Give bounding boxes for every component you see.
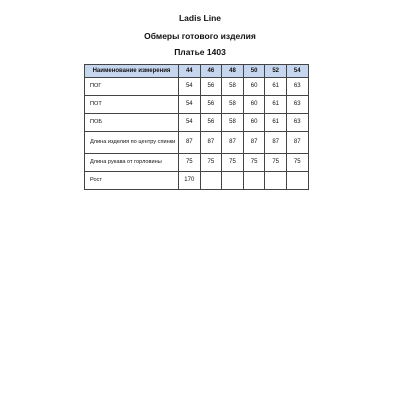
row-label: ПОБ	[85, 114, 179, 132]
table-cell: 75	[200, 154, 222, 172]
table-cell: 58	[222, 78, 244, 96]
table-cell: 60	[243, 96, 265, 114]
table-cell: 60	[243, 114, 265, 132]
header-size: 44	[179, 65, 201, 78]
table-cell: 87	[265, 132, 287, 154]
table-cell: 170	[179, 172, 201, 190]
header-size: 52	[265, 65, 287, 78]
table-cell: 54	[179, 96, 201, 114]
table-cell: 63	[286, 78, 308, 96]
table-cell: 61	[265, 114, 287, 132]
table-cell: 75	[243, 154, 265, 172]
table-cell	[286, 172, 308, 190]
measurement-table	[84, 64, 309, 190]
table-row	[85, 172, 309, 190]
table-cell: 58	[222, 114, 244, 132]
table-cell: 61	[265, 78, 287, 96]
table-cell: 63	[286, 96, 308, 114]
table-cell: 75	[265, 154, 287, 172]
table-row	[85, 154, 309, 172]
table-row	[85, 114, 309, 132]
row-label: ПОТ	[85, 96, 179, 114]
table-cell: 75	[286, 154, 308, 172]
table-header-row	[85, 65, 309, 78]
table-cell: 61	[265, 96, 287, 114]
row-label: Рост	[85, 172, 179, 190]
table-cell: 58	[222, 96, 244, 114]
table-cell	[222, 172, 244, 190]
table-cell: 56	[200, 114, 222, 132]
table-cell: 87	[179, 132, 201, 154]
row-label: Длина рукава от горловины	[85, 154, 179, 172]
table-cell: 54	[179, 114, 201, 132]
table-cell: 75	[179, 154, 201, 172]
table-cell: 56	[200, 78, 222, 96]
table-cell: 54	[179, 78, 201, 96]
header-size: 46	[200, 65, 222, 78]
row-label: ПОГ	[85, 78, 179, 96]
row-label: Длина изделия по центру спинки	[85, 132, 179, 154]
table-cell: 87	[200, 132, 222, 154]
table-row	[85, 132, 309, 154]
header-size: 48	[222, 65, 244, 78]
model-title: Платье 1403	[174, 47, 226, 57]
document-title: Обмеры готового изделия	[144, 31, 256, 41]
table-cell: 87	[243, 132, 265, 154]
table-cell: 75	[222, 154, 244, 172]
brand-title: Ladis Line	[178, 13, 222, 23]
table-row	[85, 78, 309, 96]
header-size: 54	[286, 65, 308, 78]
table-cell	[200, 172, 222, 190]
table-cell: 87	[286, 132, 308, 154]
table-cell	[265, 172, 287, 190]
table-cell: 56	[200, 96, 222, 114]
table-cell: 87	[222, 132, 244, 154]
table-cell: 63	[286, 114, 308, 132]
header-size: 50	[243, 65, 265, 78]
table-cell	[243, 172, 265, 190]
table-cell: 60	[243, 78, 265, 96]
table-row	[85, 96, 309, 114]
header-measurement-name: Наименование измерения	[85, 65, 179, 78]
